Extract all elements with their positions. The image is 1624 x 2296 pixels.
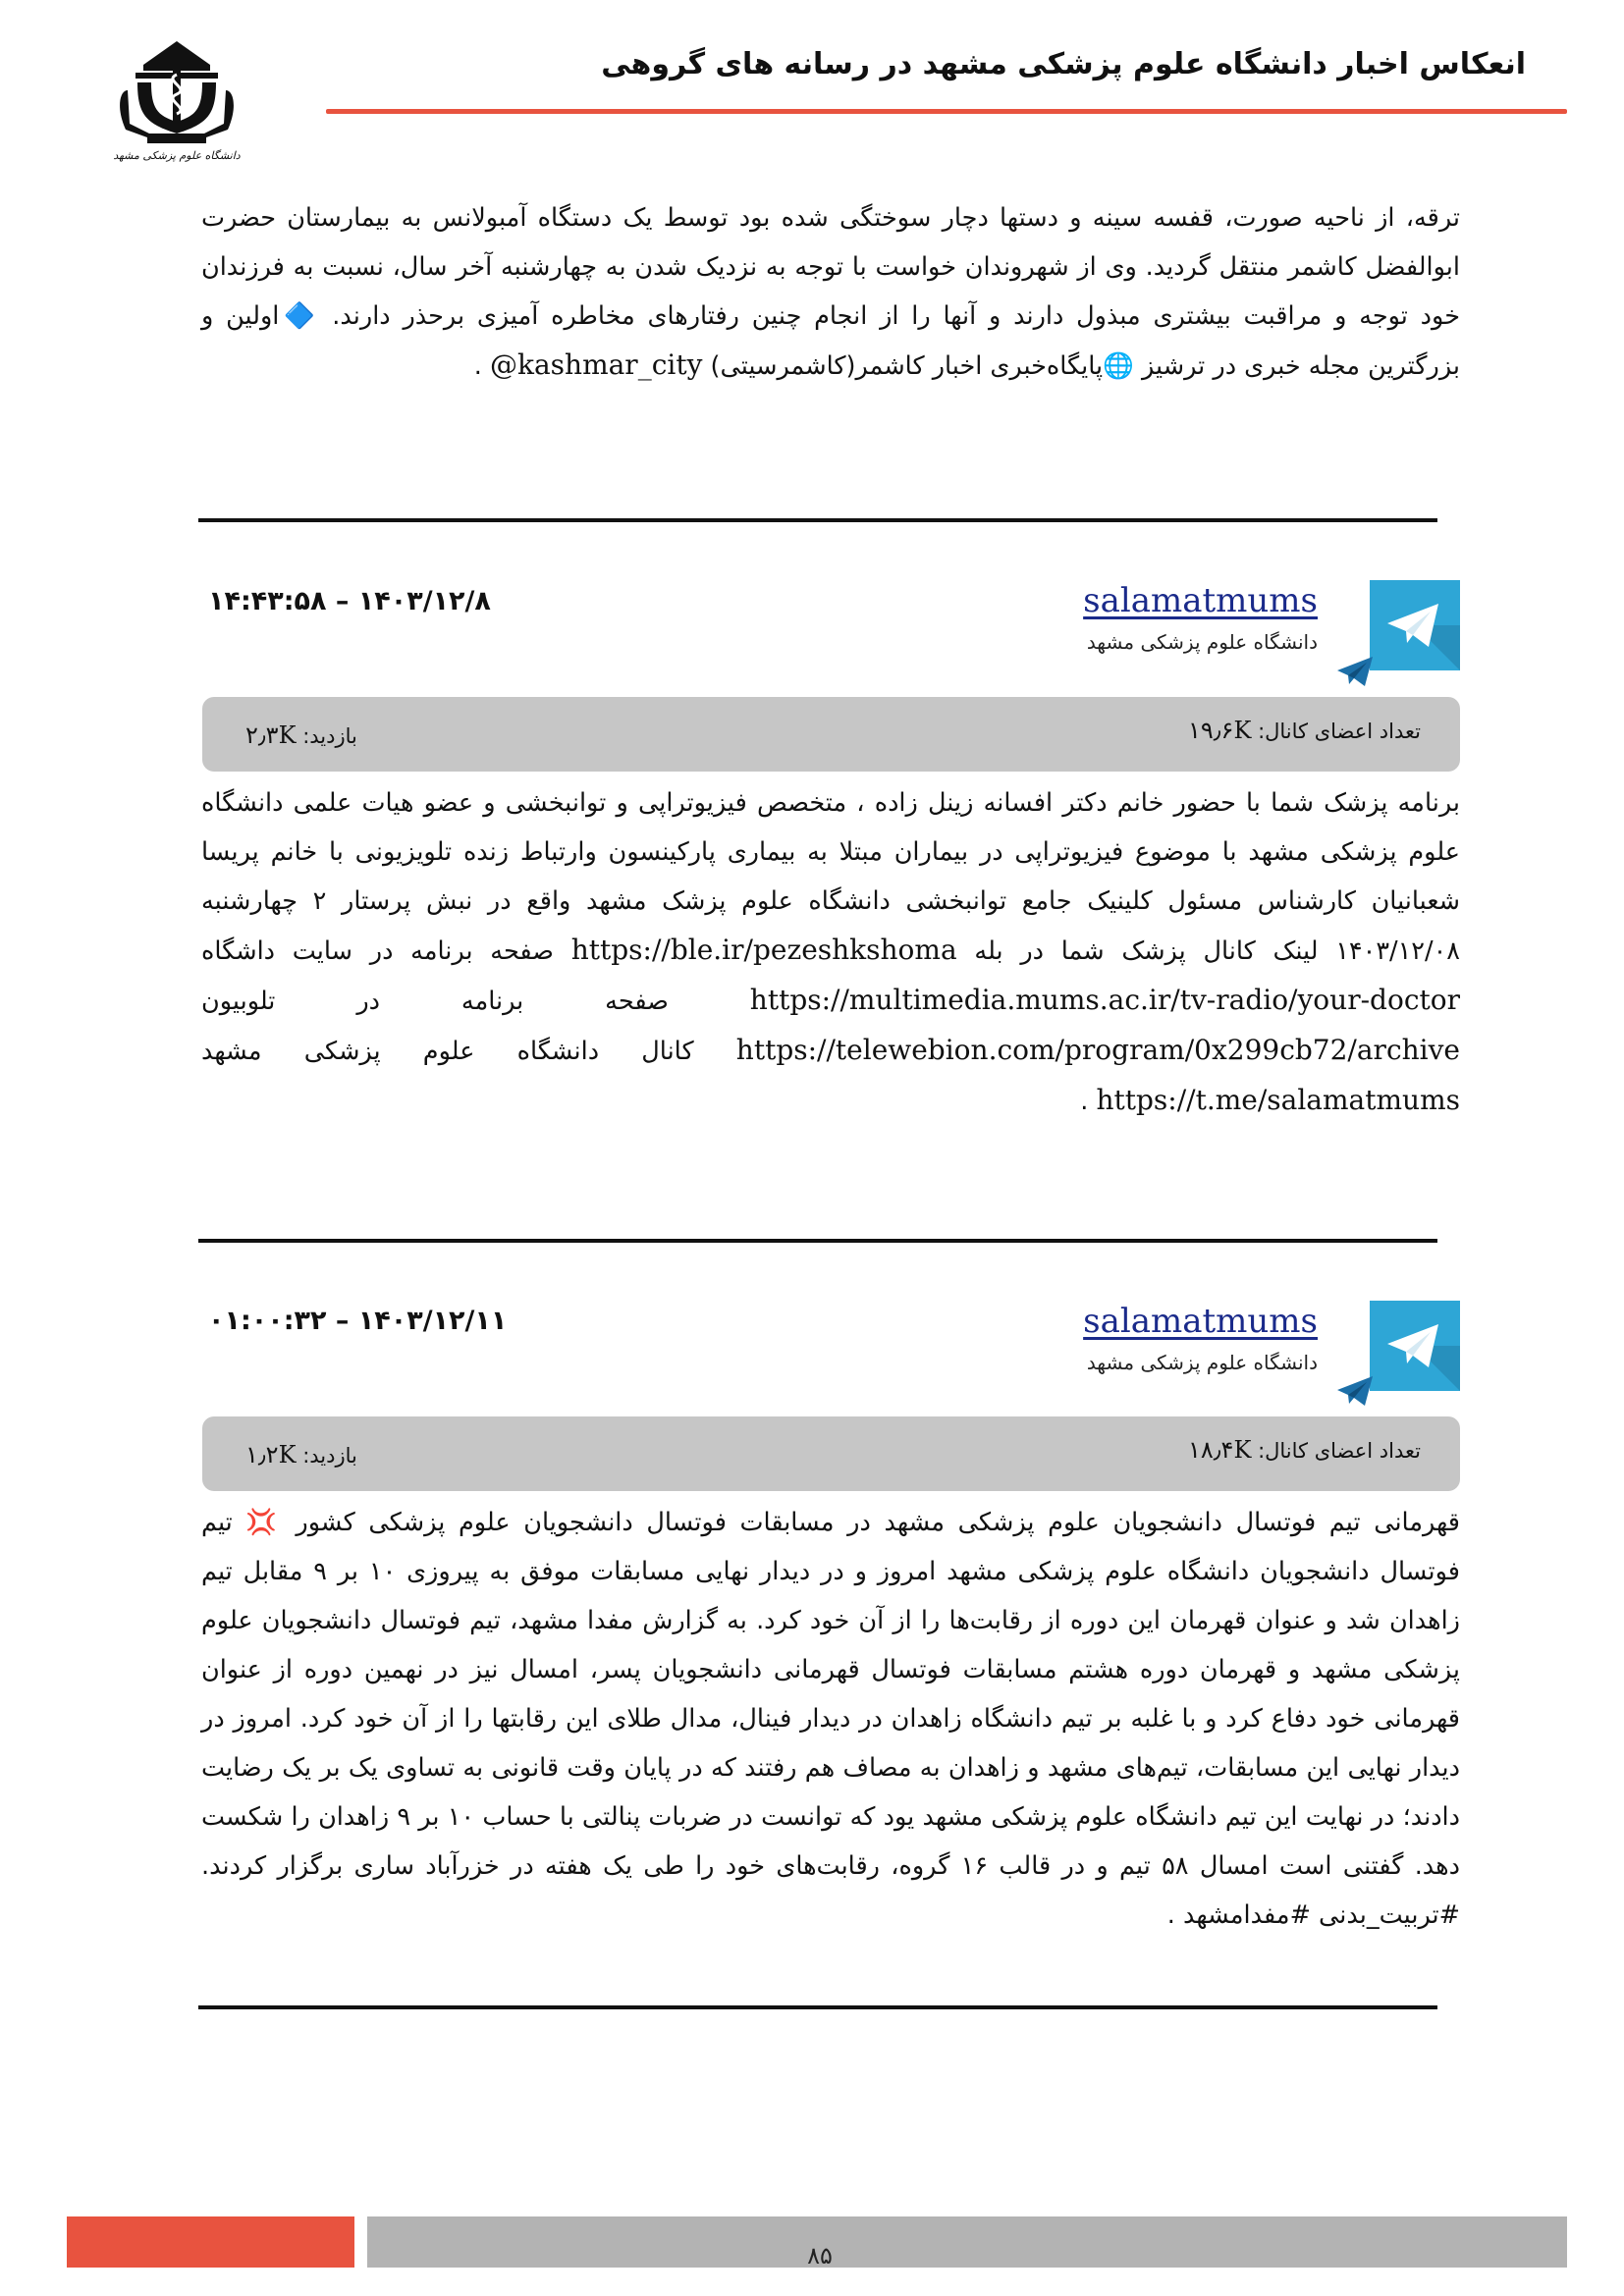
link-mums-site[interactable]: https://multimedia.mums.ac.ir/tv-radio/your-doctor bbox=[749, 984, 1460, 1016]
channel-name-link[interactable]: salamatmums bbox=[1083, 581, 1318, 620]
link-telegram[interactable]: https://t.me/salamatmums bbox=[1096, 1084, 1460, 1116]
post-datetime: ۱۴۰۳/۱۲/۱۱ – ۰۱:۰۰:۳۲ bbox=[208, 1306, 508, 1336]
members-count: تعداد اعضای کانال: ۱۸٫۴K bbox=[1187, 1436, 1421, 1464]
post-stats-bar bbox=[202, 1416, 1460, 1491]
svg-text:دانشگاه علوم پزشکی مشهد: دانشگاه علوم پزشکی مشهد bbox=[113, 149, 241, 162]
header-title: انعکاس اخبار دانشگاه علوم پزشکی مشهد در رسانه های گروهی bbox=[601, 47, 1526, 81]
views-count: بازدید: ۱٫۲K bbox=[245, 1441, 357, 1468]
separator bbox=[198, 1239, 1437, 1243]
post-stats-bar bbox=[202, 697, 1460, 772]
separator bbox=[198, 2005, 1437, 2009]
page-number: ۸۵ bbox=[807, 2242, 833, 2269]
kashmar-handle: @kashmar_city bbox=[490, 348, 703, 381]
intro-paragraph: ترقه، از ناحیه صورت، قفسه سینه و دستها دچار سوختگی شده بود توسط یک دستگاه آمبولانس به بیمارستان حضرت ابوالفضل کاشمر منتقل گردید. وی از شهروندان خواست با توجه به نزدیک شدن به چهارشنبه آخر سال، نسبت به فرزندان خود توجه و مراقبت بیشتری مبذول دارند و آنها را از انجام چنین رفتارهای مخاطره آمیزی برحذر دارند. 🔷اولین و بزرگترین مجله خبری در ترشیز 🌐پایگاه‌خبری اخبار کاشمر(کاشمرسیتی) @kashmar_city . bbox=[201, 203, 1460, 381]
channel-name-link[interactable]: salamatmums bbox=[1083, 1302, 1318, 1341]
telegram-icon bbox=[1370, 580, 1460, 670]
channel-subtitle: دانشگاه علوم پزشکی مشهد bbox=[1086, 630, 1318, 654]
telegram-plane-icon bbox=[1335, 1374, 1375, 1408]
footer-bar bbox=[367, 2216, 1567, 2268]
link-bale[interactable]: https://ble.ir/pezeshkshoma bbox=[570, 934, 957, 966]
members-count: تعداد اعضای کانال: ۱۹٫۶K bbox=[1187, 717, 1421, 744]
link-telewebion[interactable]: https://telewebion.com/program/0x299cb72/archive bbox=[735, 1034, 1460, 1066]
anger-symbol-icon: 💢 bbox=[240, 1508, 283, 1537]
post-body: برنامه پزشک شما با حضور خانم دکتر افسانه زینل زاده ، متخصص فیزیوتراپی و توانبخشی و عضو هیات علمی دانشگاه علوم پزشکی مشهد با موضوع فیزیوتراپی در بیماران مبتلا به بیماری پارکینسون وارتباط زنده تلویزیونی با خانم پریسا شعبانیان کارشناس مسئول کلینیک جامع توانبخشی دانشگاه علوم پزشک مشهد واقع در نبش پرستار ۲ چهارشنبه ۱۴۰۳/۱۲/۰۸ لینک کانال پزشک شما در بله https://ble.ir/pezeshkshoma صفحه برنامه در سایت داشگاه https://multimedia.mums.ac.ir/tv-radio/your-doctor صفحه برنامه در تلوبیون https://telewebion.com/program/0x299cb72/archive کانال دانشگاه علوم پزشکی مشهد https://t.me/salamatmums . bbox=[201, 788, 1460, 1116]
channel-subtitle: دانشگاه علوم پزشکی مشهد bbox=[1086, 1351, 1318, 1374]
footer-accent-bar bbox=[67, 2216, 354, 2268]
post-body: قهرمانی تیم فوتسال دانشجویان علوم پزشکی مشهد در مسابقات فوتسال دانشجویان علوم پزشکی کشور 💢 تیم فوتسال دانشجویان دانشگاه علوم پزشکی مشهد امروز و در دیدار نهایی مسابقات موفق به پیروزی ۱۰ بر ۹ مقابل تیم زاهدان شد و عنوان قهرمان این دوره از رقابت‌ها را از آن خود کرد. به گزارش مفدا مشهد، تیم فوتسال دانشجویان علوم پزشکی مشهد و قهرمان دوره هشتم مسابقات فوتسال قهرمانی دانشجویان پسر، امسال نیز در نهمین دوره از عنوان قهرمانی خود دفاع کرد و با غلبه بر تیم دانشگاه زاهدان در دیدار فینال، مدال طلای این رقابتها را از آن خود کرد. امروز در دیدار نهایی این مسابقات، تیم‌های مشهد و زاهدان به مصاف هم رفتند که در پایان وقت قانونی به تساوی یک بر یک رضایت دادند؛ در نهایت این تیم دانشگاه علوم پزشکی مشهد یود که توانست در ضربات پنالتی با حساب ۱۰ بر ۹ زاهدان را شکست دهد. گفتنی است امسال ۵۸ تیم و در قالب ۱۶ گروه، رقابت‌های خود را طی یک هفته در خزرآباد ساری برگزار کردند. #تربیت_بدنی #مفدامشهد . bbox=[201, 1508, 1460, 1930]
telegram-icon bbox=[1370, 1301, 1460, 1391]
views-count: بازدید: ۲٫۳K bbox=[245, 721, 357, 749]
globe-icon: 🌐 bbox=[1103, 351, 1134, 381]
post-datetime: ۱۴۰۳/۱۲/۸ – ۱۴:۴۳:۵۸ bbox=[208, 586, 491, 616]
header-rule bbox=[326, 109, 1567, 114]
telegram-plane-icon bbox=[1335, 655, 1375, 688]
diamond-icon: 🔷 bbox=[279, 301, 320, 331]
university-logo-icon bbox=[108, 35, 245, 163]
separator bbox=[198, 518, 1437, 522]
